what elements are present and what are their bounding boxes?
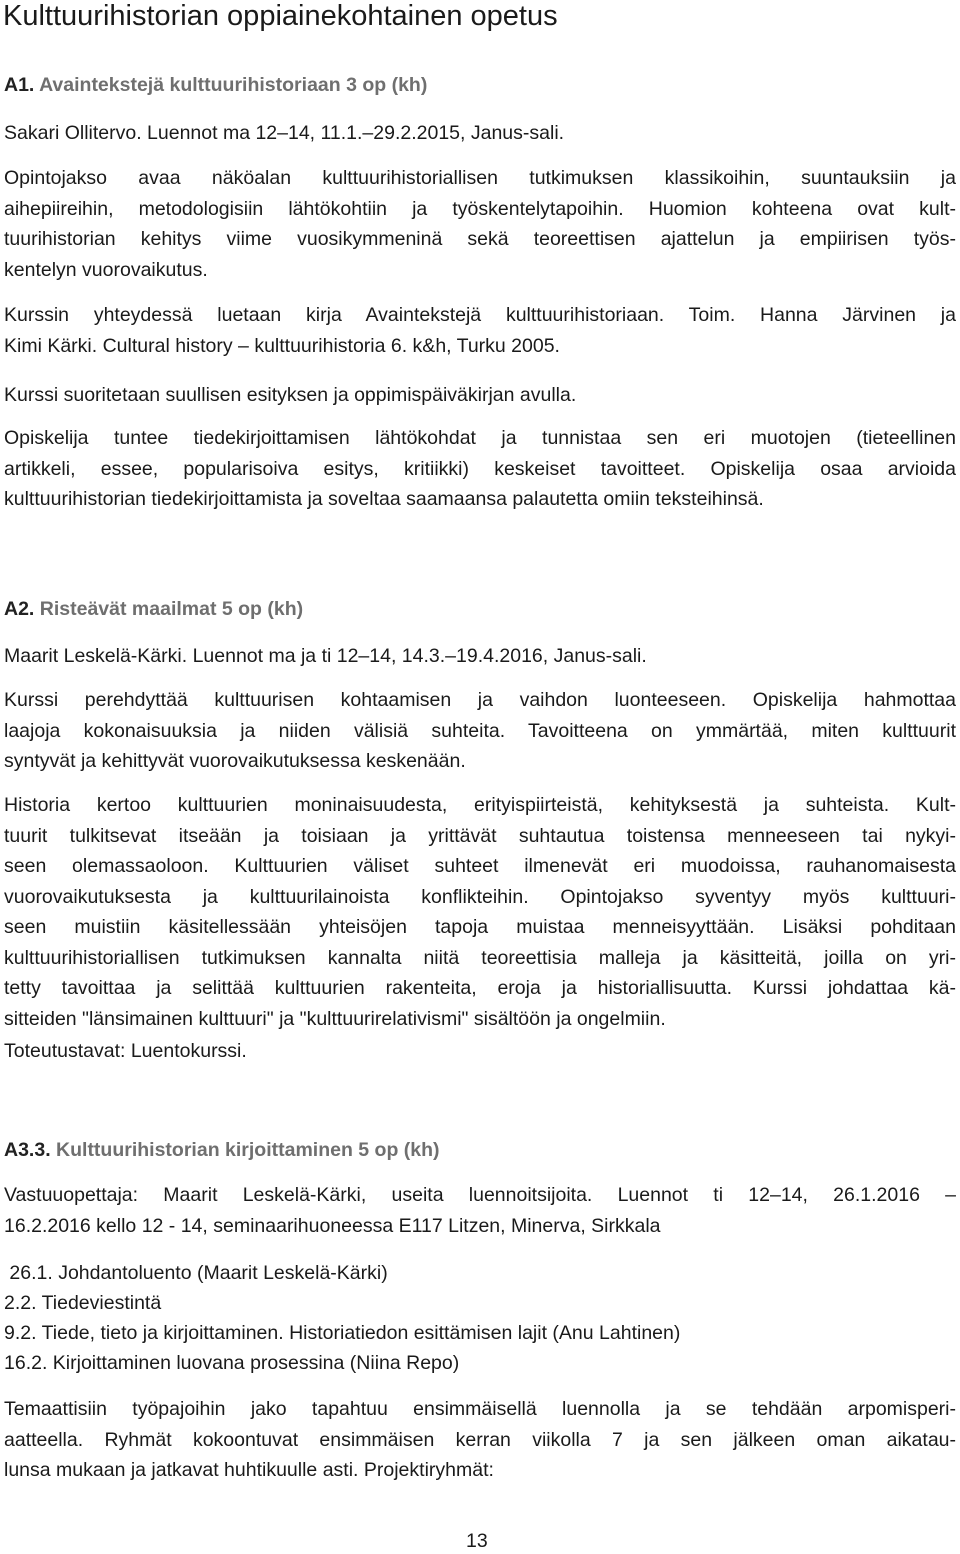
paragraph-line: Historia kertoo kulttuurien moninaisuudesta, erityispiirteistä, kehityksestä ja suhteista. Kult- [4, 794, 956, 816]
section-a33-heading [4, 1137, 440, 1163]
paragraph-line: kulttuurihistorian tiedekirjoittamista ja soveltaa saamaansa palautetta omiin teksteihinsä. [4, 488, 764, 510]
section-a2-implementation: Toteutustavat: Luentokurssi. [4, 1040, 247, 1062]
schedule-item: 9.2. Tiede, tieto ja kirjoittaminen. Historiatiedon esittämisen lajit (Anu Lahtinen) [4, 1322, 681, 1344]
paragraph-line: tuurihistorian kehitys viime vuosikymmeninä sekä teoreettisen ajattelun ja empiirisen työs- [4, 228, 956, 250]
section-a33-groups [4, 1394, 956, 1486]
paragraph-line: Temaattisiin työpajoihin jako tapahtuu ensimmäisellä luennolla ja se tehdään arpomisperi- [4, 1398, 956, 1420]
section-a1-description [4, 163, 956, 285]
lecture-schedule [4, 1258, 680, 1378]
section-a1-teacher: Sakari Ollitervo. Luennot ma 12–14, 11.1.–29.2.2015, Janus-sali. [4, 122, 565, 144]
paragraph-line: aatteella. Ryhmät kokoontuvat ensimmäisen kerran viikolla 7 ja sen jälkeen oman aikatau- [4, 1428, 956, 1451]
paragraph-line: tetty tavoittaa ja selittää kulttuurien rakenteita, eroja ja historiallisuutta. Kurssi johdattaa kä- [4, 977, 956, 999]
paragraph-line: aihepiireihin, metodologisiin lähtökohtiin ja työskentelytapoihin. Huomion kohteena ovat kult- [4, 197, 956, 220]
paragraph-line: syntyvät ja kehittyvät vuorovaikutuksessa keskenään. [4, 750, 466, 772]
section-a2-body [4, 790, 956, 1034]
section-a1-title: Avaintekstejä kulttuurihistoriaan 3 op (kh) [39, 74, 428, 96]
section-a33-number: A3.3. [4, 1139, 51, 1161]
section-a1-book [4, 300, 956, 361]
section-a33-title: Kulttuurihistorian kirjoittaminen 5 op (kh) [56, 1139, 440, 1161]
section-a1-heading [4, 72, 427, 98]
paragraph-line: seen olemassaoloon. Kulttuurien väliset suhteet ilmenevät eri muodoissa, rauhanomaisesta [4, 855, 956, 877]
paragraph-line: kentelyn vuorovaikutus. [4, 258, 208, 281]
paragraph-line: Opiskelija tuntee tiedekirjoittamisen lähtökohdat ja tunnistaa sen eri muotojen (tieteellinen [4, 427, 956, 449]
section-a2-heading [4, 596, 303, 622]
section-a1-number: A1. [4, 74, 35, 96]
section-a1-goals [4, 423, 956, 515]
page-number: 13 [466, 1530, 488, 1552]
section-a1-completion: Kurssi suoritetaan suullisen esityksen ja oppimispäiväkirjan avulla. [4, 384, 577, 406]
section-a2-teacher: Maarit Leskelä-Kärki. Luennot ma ja ti 12–14, 14.3.–19.4.2016, Janus-sali. [4, 645, 647, 667]
paragraph-line: Vastuuopettaja: Maarit Leskelä-Kärki, useita luennoitsijoita. Luennot ti 12–14, 26.1.2016 – [4, 1184, 956, 1206]
paragraph-line: lunsa mukaan ja jatkavat huhtikuulle asti. Projektiryhmät: [4, 1459, 494, 1481]
section-a2-title: Risteävät maailmat 5 op (kh) [39, 598, 304, 620]
schedule-item: 2.2. Tiedeviestintä [4, 1292, 162, 1314]
paragraph-line: kulttuurihistoriallisen tutkimuksen kannalta niitä teoreettisia malleja ja käsitteitä, joilla on yri- [4, 946, 956, 969]
paragraph-line: Kurssi perehdyttää kulttuurisen kohtaamisen ja vaihdon luonteeseen. Opiskelija hahmottaa [4, 689, 956, 711]
paragraph-line: sitteiden "länsimainen kulttuuri" ja "kulttuurirelativismi" sisältöön ja ongelmiin. [4, 1007, 666, 1030]
paragraph-line: artikkeli, essee, popularisoiva esitys, kritiikki) keskeiset tavoitteet. Opiskelija osaa arvioida [4, 457, 956, 480]
paragraph-line: 16.2.2016 kello 12 - 14, seminaarihuoneessa E117 Litzen, Minerva, Sirkkala [4, 1214, 661, 1237]
schedule-item: 26.1. Johdantoluento (Maarit Leskelä-Kärki) [4, 1262, 388, 1284]
paragraph-line: tuurit tulkitsevat itseään ja toisiaan ja yrittävät suhtautua toistensa menneeseen tai nykyi- [4, 824, 956, 847]
paragraph-line: Kurssin yhteydessä luetaan kirja Avaintekstejä kulttuurihistoriaan. Toim. Hanna Järvinen ja [4, 304, 956, 326]
schedule-item: 16.2. Kirjoittaminen luovana prosessina (Niina Repo) [4, 1352, 460, 1374]
section-a2-number: A2. [4, 598, 35, 620]
page-title: Kulttuurihistorian oppiainekohtainen opetus [3, 0, 558, 32]
paragraph-line: Opintojakso avaa näköalan kulttuurihistoriallisen tutkimuksen klassikoihin, suuntauksiin ja [4, 167, 956, 189]
paragraph-line: seen muistiin käsitellessään yhteisöjen tapoja muistaa menneisyyttään. Lisäksi pohditaan [4, 916, 956, 938]
paragraph-line: vuorovaikutuksesta ja kulttuurilainoista konflikteihin. Opintojakso syventyy myös kulttuuri- [4, 885, 956, 908]
paragraph-line: laajoja kokonaisuuksia ja niiden välisiä suhteita. Tavoitteena on ymmärtää, miten kulttuurit [4, 719, 956, 742]
section-a33-teacher [4, 1180, 956, 1241]
paragraph-line: Kimi Kärki. Cultural history – kulttuurihistoria 6. k&h, Turku 2005. [4, 334, 560, 357]
section-a2-intro [4, 685, 956, 777]
